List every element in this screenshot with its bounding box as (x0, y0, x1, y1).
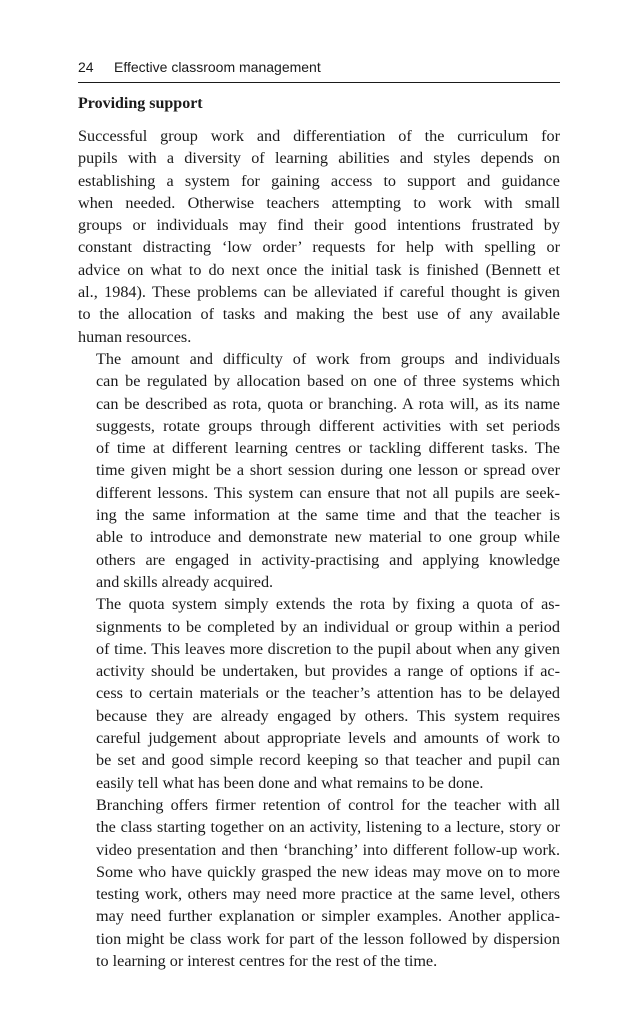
page-number: 24 (78, 59, 94, 75)
text-line: Successful group work and differentiation of the curriculum for (78, 127, 560, 145)
text-line: human resources. (78, 327, 192, 346)
text-line: time given might be a short session during one lesson or spread over (96, 461, 560, 480)
text-line: to the allocation of tasks and making the best use of any available (78, 305, 560, 324)
text-line: cess to certain materials or the teacher’s attention has to be delayed (96, 684, 560, 703)
running-header (78, 57, 560, 77)
body-text (78, 125, 560, 972)
text-line: of time. This leaves more discretion to the pupil about when any given (96, 639, 560, 658)
text-line: careful judgement about appropriate levels and amounts of work to (96, 729, 560, 748)
text-line: and skills already acquired. (96, 572, 274, 591)
text-line: able to introduce and demonstrate new material to one group while (96, 528, 560, 547)
text-line: suggests, rotate groups through different activities with set periods (96, 416, 560, 435)
text-line: groups or individuals may find their good intentions frustrated by (78, 216, 560, 235)
text-line: different lessons. This system can ensure that not all pupils are seek- (96, 483, 560, 502)
text-line: The amount and difficulty of work from groups and individuals (96, 349, 560, 368)
paragraph-3 (78, 593, 560, 794)
text-line: easily tell what has been done and what remains to be done. (96, 773, 484, 792)
text-line: tion might be class work for part of the lesson followed by dispersion (96, 929, 560, 948)
text-line: can be regulated by allocation based on one of three systems which (96, 372, 560, 391)
paragraph-4 (78, 794, 560, 972)
text-line: al., 1984). These problems can be alleviated if careful thought is given (78, 283, 560, 302)
text-line: Some who have quickly grasped the new ideas may move on to more (96, 862, 560, 881)
text-line: signments to be completed by an individual or group within a period (96, 617, 560, 636)
text-line: the class starting together on an activity, listening to a lecture, story or (96, 818, 560, 837)
text-line: others are engaged in activity-practising and applying knowledge (96, 550, 560, 569)
header-rule (78, 82, 560, 83)
text-line: The quota system simply extends the rota by fixing a quota of as- (96, 595, 560, 614)
text-line: testing work, others may need more practice at the same level, others (96, 885, 560, 904)
text-line: when needed. Otherwise teachers attempting to work with small (78, 193, 560, 212)
text-line: can be described as rota, quota or branching. A rota will, as its name (96, 394, 560, 413)
text-line: pupils with a diversity of learning abilities and styles depends on (78, 149, 560, 168)
running-title: Effective classroom management (114, 59, 321, 75)
text-line: Branching offers firmer retention of control for the teacher with all (96, 795, 560, 814)
text-line: be set and good simple record keeping so that teacher and pupil can (96, 751, 560, 770)
text-line: constant distracting ‘low order’ requests for help with spelling or (78, 238, 560, 257)
text-line: to learning or interest centres for the rest of the time. (96, 951, 438, 970)
paragraph-1 (78, 125, 560, 348)
text-line: advice on what to do next once the initial task is finished (Bennett et (78, 260, 560, 279)
text-line: of time at different learning centres or tackling different tasks. The (96, 439, 560, 458)
paragraph-2 (78, 348, 560, 593)
text-line: may need further explanation or simpler examples. Another applica- (96, 907, 560, 926)
section-heading: Providing support (78, 95, 203, 112)
text-line: ing the same information at the same time and that the teacher is (96, 506, 560, 525)
text-line: because they are already engaged by others. This system requires (96, 706, 560, 725)
text-line: video presentation and then ‘branching’ into different follow-up work. (96, 840, 560, 859)
text-line: activity should be undertaken, but provides a range of options if ac- (96, 662, 560, 681)
text-line: establishing a system for gaining access to support and guidance (78, 171, 560, 190)
